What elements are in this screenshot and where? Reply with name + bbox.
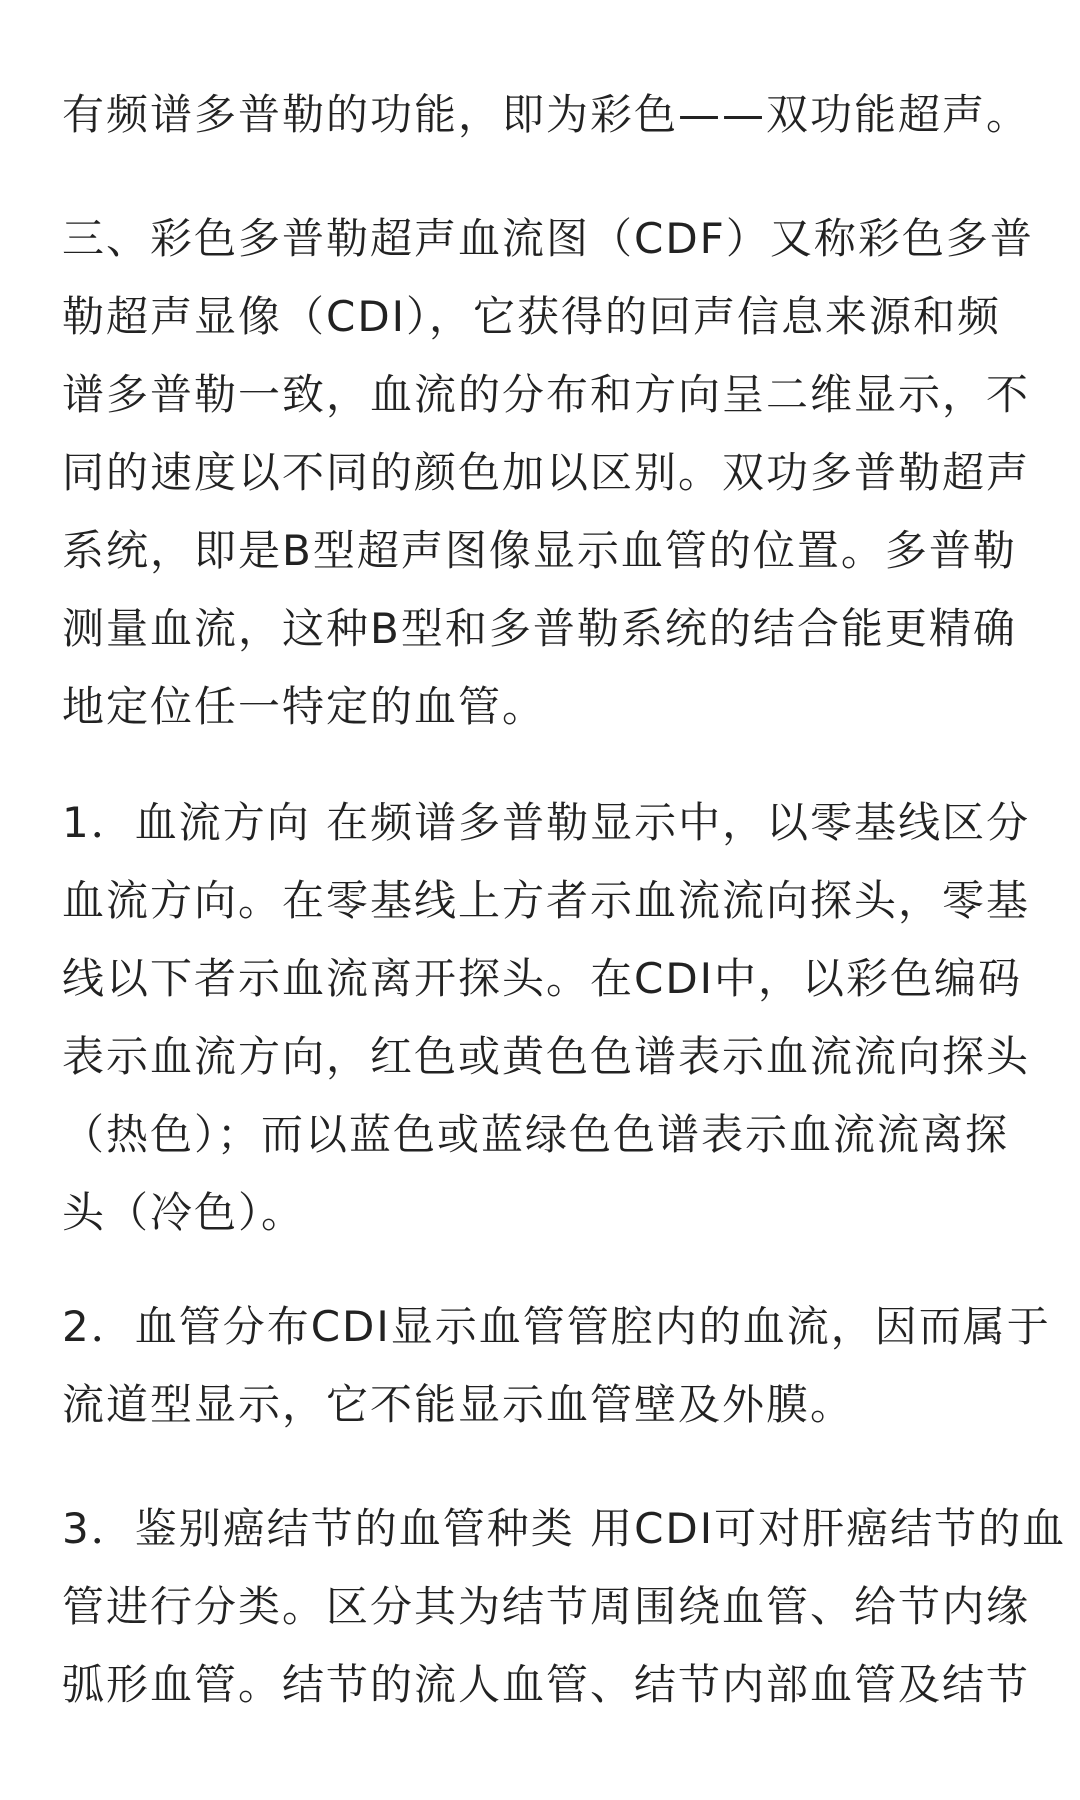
text-line: 同的速度以不同的颜色加以区别。双功多普勒超声 [62,448,1031,497]
paragraph-blood-flow-direction [62,784,1032,1252]
text-line: 地定位任一特定的血管。 [62,682,547,731]
text-line: 三、彩色多普勒超声血流图（CDF）又称彩色多普 [62,214,1034,263]
text-line: 2．血管分布CDI显示血管管腔内的血流，因而属于 [62,1302,1051,1351]
text-line: 1．血流方向 在频谱多普勒显示中，以零基线区分 [62,798,1031,847]
text-line: 头（冷色）。 [62,1188,306,1237]
text-line: 表示血流方向，红色或黄色色谱表示血流流向探头 [62,1032,1031,1081]
paragraph-tumor-vessel-types [62,1490,1067,1724]
text-line: 有频谱多普勒的功能，即为彩色——双功能超声。 [62,90,1031,139]
text-line: （热色）；而以蓝色或蓝绿色色谱表示血流流离探 [62,1110,1010,1159]
paragraph-vessel-distribution [62,1288,1051,1444]
text-line: 弧形血管。结节的流人血管、结节内部血管及结节 [62,1660,1031,1709]
text-line: 勒超声显像（CDI），它获得的回声信息来源和频 [62,292,1002,341]
text-line: 血流方向。在零基线上方者示血流流向探头，零基 [62,876,1031,925]
text-line: 系统，即是B型超声图像显示血管的位置。多普勒 [62,526,1017,575]
text-line: 测量血流，这种B型和多普勒系统的结合能更精确 [62,604,1017,653]
text-line: 流道型显示，它不能显示血管壁及外膜。 [62,1380,855,1429]
paragraph-intro-tail [62,76,1032,154]
text-line: 线以下者示血流离开探头。在CDI中，以彩色编码 [62,954,1023,1003]
text-line: 管进行分类。区分其为结节周围绕血管、给节内缘 [62,1582,1031,1631]
text-line: 3．鉴别癌结节的血管种类 用CDI可对肝癌结节的血 [62,1504,1067,1553]
text-line: 谱多普勒一致，血流的分布和方向呈二维显示，不 [62,370,1031,419]
paragraph-cdf-definition [62,200,1032,746]
